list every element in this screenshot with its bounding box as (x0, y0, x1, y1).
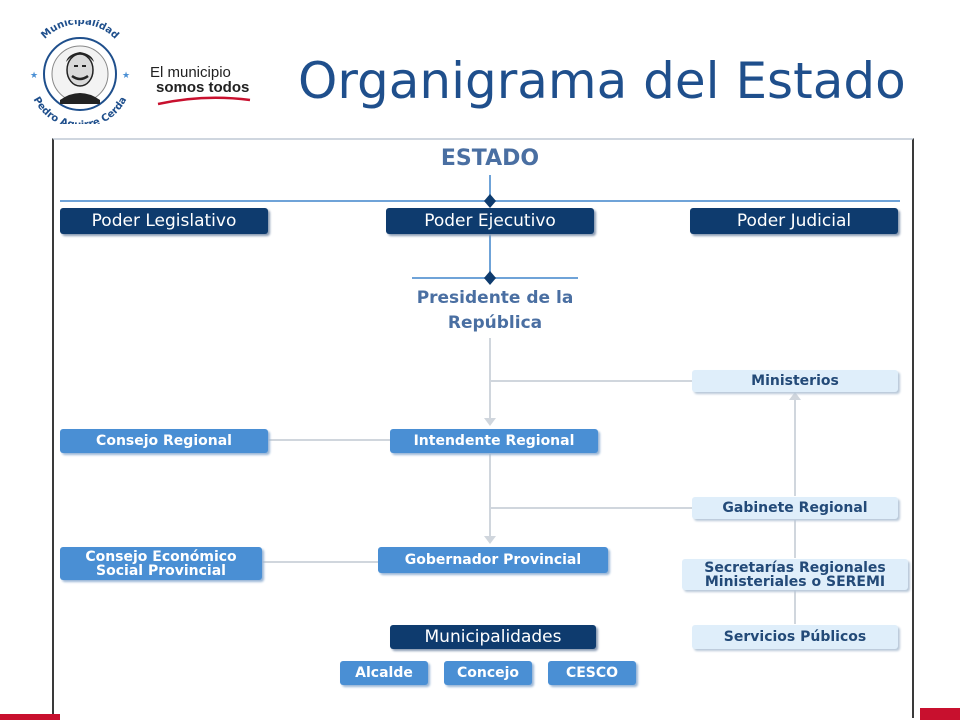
node-estado: ESTADO (440, 146, 540, 171)
logo-arc-bottom-text: Pedro A e Cerda (30, 95, 130, 124)
node-seremi-line-1: Secretarías Regionales (704, 559, 886, 576)
slogan-line-1: El municipio (150, 64, 231, 81)
slogan-line-2: somos todos (156, 79, 250, 96)
node-consejo-economico (60, 547, 262, 580)
node-alcalde: Alcalde (340, 661, 428, 685)
node-poder-judicial: Poder Judicial (690, 208, 898, 234)
node-servicios-publicos: Servicios Públicos (692, 625, 898, 649)
star-icon: ★ (122, 71, 131, 81)
node-seremi-line-2: Ministeriales o SEREMI (704, 573, 886, 590)
node-seremi (682, 559, 908, 590)
node-gabinete-regional: Gabinete Regional (692, 497, 898, 519)
node-poder-legislativo: Poder Legislativo (60, 208, 268, 234)
logo-arc-top-text: Municipalidad (39, 20, 121, 42)
page-title: Organigrama del Estado (298, 52, 906, 110)
node-municipalidades: Municipalidades (390, 625, 596, 649)
node-concejo: Concejo (444, 661, 532, 685)
node-presidente: Presidente de la República (416, 288, 574, 333)
star-icon: ★ (30, 71, 39, 81)
node-consejo-regional: Consejo Regional (60, 429, 268, 453)
node-ministerios: Ministerios (692, 370, 898, 392)
accent-bar-right (920, 708, 960, 720)
node-intendente-regional: Intendente Regional (390, 429, 598, 453)
node-poder-ejecutivo: Poder Ejecutivo (386, 208, 594, 234)
node-cesco: CESCO (548, 661, 636, 685)
accent-bar-left (0, 714, 60, 720)
node-gobernador-provincial: Gobernador Provincial (378, 547, 608, 573)
node-consejo-economico-line-2: Social Provincial (96, 562, 226, 579)
node-consejo-economico-line-1: Consejo Económico (85, 548, 237, 565)
